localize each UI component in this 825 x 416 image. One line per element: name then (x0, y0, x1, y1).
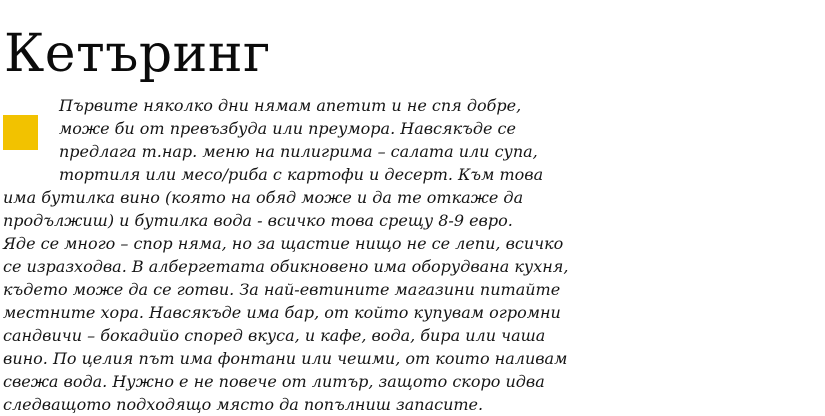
body-line: може би от превъзбуда или преумора. Навсякъде се (59, 119, 516, 138)
body-line: местните хора. Навсякъде има бар, от който купувам огромни (3, 303, 561, 322)
body-line: Първите няколко дни нямам апетит и не спя добре, (59, 96, 522, 115)
body-line: продължиш) и бутилка вода - всичко това срещу 8-9 евро. (3, 211, 513, 230)
page-title: Кетъринг (4, 24, 271, 84)
body-line: Яде се много – спор няма, но за щастие нищо не се лепи, всичко (3, 234, 564, 253)
body-line: където може да се готви. За най-евтините магазини питайте (3, 280, 561, 299)
body-line: се изразходва. В албергетата обикновено има оборудвана кухня, (3, 257, 569, 276)
body-line: вино. По целия път има фонтани или чешми, от които наливам (3, 349, 568, 368)
body-line: свежа вода. Нужно е не повече от литър, защото скоро идва (3, 372, 545, 391)
body-line: предлага т.нар. меню на пилигрима – салата или супа, (59, 142, 538, 161)
body-line: тортиля или месо/риба с картофи и десерт. Към това (59, 165, 544, 184)
body-line: следващото подходящо място да попълниш запасите. (3, 395, 484, 414)
article-body (3, 94, 569, 416)
body-line: сандвичи – бокадийо според вкуса, и кафе, вода, бира или чаша (3, 326, 546, 345)
body-line: има бутилка вино (която на обяд може и да те откаже да (3, 188, 524, 207)
